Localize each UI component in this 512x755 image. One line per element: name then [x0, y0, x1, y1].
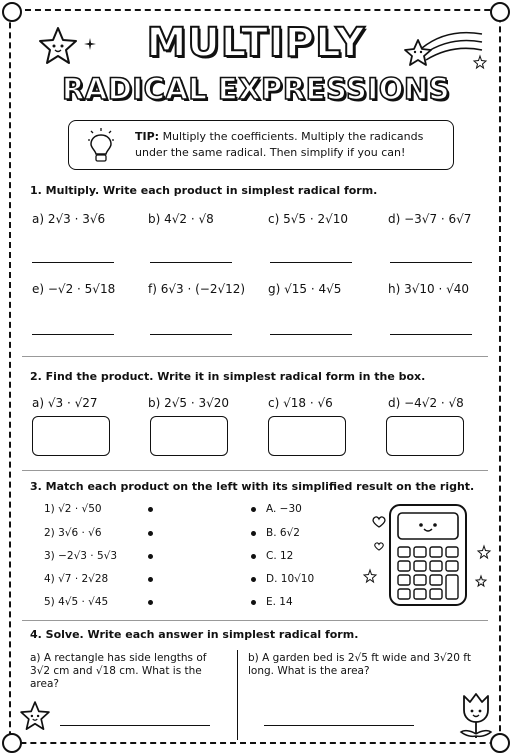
problem-1g: g) √15 · 4√5 — [268, 282, 342, 296]
divider — [22, 356, 488, 357]
problem-4a: a) A rectangle has side lengths of 3√2 cm and √18 cm. What is the area? — [30, 652, 207, 690]
sparkle-icon — [478, 546, 490, 558]
sparkle-icon — [364, 570, 376, 582]
answer-line[interactable] — [60, 725, 210, 726]
answer-line[interactable] — [390, 334, 472, 335]
section-4-heading: 4. Solve. Write each answer in simplest radical form. — [30, 628, 359, 641]
corner-circle — [490, 2, 510, 22]
answer-line[interactable] — [32, 262, 114, 263]
section-3-heading: 3. Match each product on the left with its simplified result on the right. — [30, 480, 475, 493]
answer-line[interactable] — [150, 262, 232, 263]
answer-box[interactable] — [32, 416, 110, 456]
divider — [22, 620, 488, 621]
answer-line[interactable] — [32, 334, 114, 335]
problem-2a: a) √3 · √27 — [32, 396, 98, 410]
section-1-heading: 1. Multiply. Write each product in simplest radical form. — [30, 184, 378, 197]
heart-icon — [374, 542, 384, 551]
problem-1e: e) −√2 · 5√18 — [32, 282, 116, 296]
match-left-1: 1) √2 · √50 — [44, 503, 102, 515]
problem-1h: h) 3√10 · √40 — [388, 282, 470, 296]
problem-2c: c) √18 · √6 — [268, 396, 333, 410]
match-right-a: A. −30 — [266, 503, 302, 515]
match-dot[interactable] — [251, 577, 256, 582]
tip-label: TIP: — [135, 130, 160, 143]
problem-1c: c) 5√5 · 2√10 — [268, 212, 349, 226]
match-right-d: D. 10√10 — [266, 573, 315, 585]
corner-circle — [2, 733, 22, 753]
answer-line[interactable] — [270, 334, 352, 335]
answer-box[interactable] — [150, 416, 228, 456]
match-dot[interactable] — [251, 554, 256, 559]
match-right-b: B. 6√2 — [266, 527, 300, 539]
problem-2b: b) 2√5 · 3√20 — [148, 396, 230, 410]
match-dot[interactable] — [251, 600, 256, 605]
heart-icon — [372, 516, 386, 528]
match-left-3: 3) −2√3 · 5√3 — [44, 550, 118, 562]
match-left-5: 5) 4√5 · √45 — [44, 596, 109, 608]
page-subtitle: RADICAL EXPRESSIONS — [61, 72, 451, 106]
tip-text: Multiply the coefficients. Multiply the radicands under the same radical. Then simplify if you can! — [135, 130, 424, 159]
problem-1a: a) 2√3 · 3√6 — [32, 212, 106, 226]
problem-4b: b) A garden bed is 2√5 ft wide and 3√20 ft long. What is the area? — [248, 652, 471, 677]
match-dot[interactable] — [148, 554, 153, 559]
section-2-heading: 2. Find the product. Write it in simplest radical form in the box. — [30, 370, 426, 383]
tulip-icon — [456, 690, 496, 740]
answer-box[interactable] — [268, 416, 346, 456]
problem-2d: d) −4√2 · √8 — [388, 396, 464, 410]
problem-1f: f) 6√3 · (−2√12) — [148, 282, 246, 296]
match-dot[interactable] — [148, 577, 153, 582]
match-dot[interactable] — [251, 507, 256, 512]
answer-box[interactable] — [386, 416, 464, 456]
problem-1b: b) 4√2 · √8 — [148, 212, 214, 226]
sparkle-icon — [476, 576, 486, 586]
match-dot[interactable] — [148, 507, 153, 512]
divider — [22, 470, 488, 471]
match-left-2: 2) 3√6 · √6 — [44, 527, 102, 539]
corner-circle — [2, 2, 22, 22]
match-right-e: E. 14 — [266, 596, 293, 608]
match-dot[interactable] — [148, 600, 153, 605]
match-dot[interactable] — [148, 531, 153, 536]
page-title: MULTIPLY — [146, 20, 366, 66]
match-left-4: 4) √7 · 2√28 — [44, 573, 109, 585]
lightbulb-icon — [87, 127, 115, 165]
match-dot[interactable] — [251, 531, 256, 536]
answer-line[interactable] — [264, 725, 414, 726]
calculator-icon — [388, 503, 468, 607]
problem-1d: d) −3√7 · 6√7 — [388, 212, 472, 226]
answer-line[interactable] — [270, 262, 352, 263]
answer-line[interactable] — [390, 262, 472, 263]
column-divider — [237, 650, 238, 740]
match-right-c: C. 12 — [266, 550, 294, 562]
tip-box — [68, 120, 454, 170]
star-icon — [18, 700, 52, 732]
answer-line[interactable] — [150, 334, 232, 335]
